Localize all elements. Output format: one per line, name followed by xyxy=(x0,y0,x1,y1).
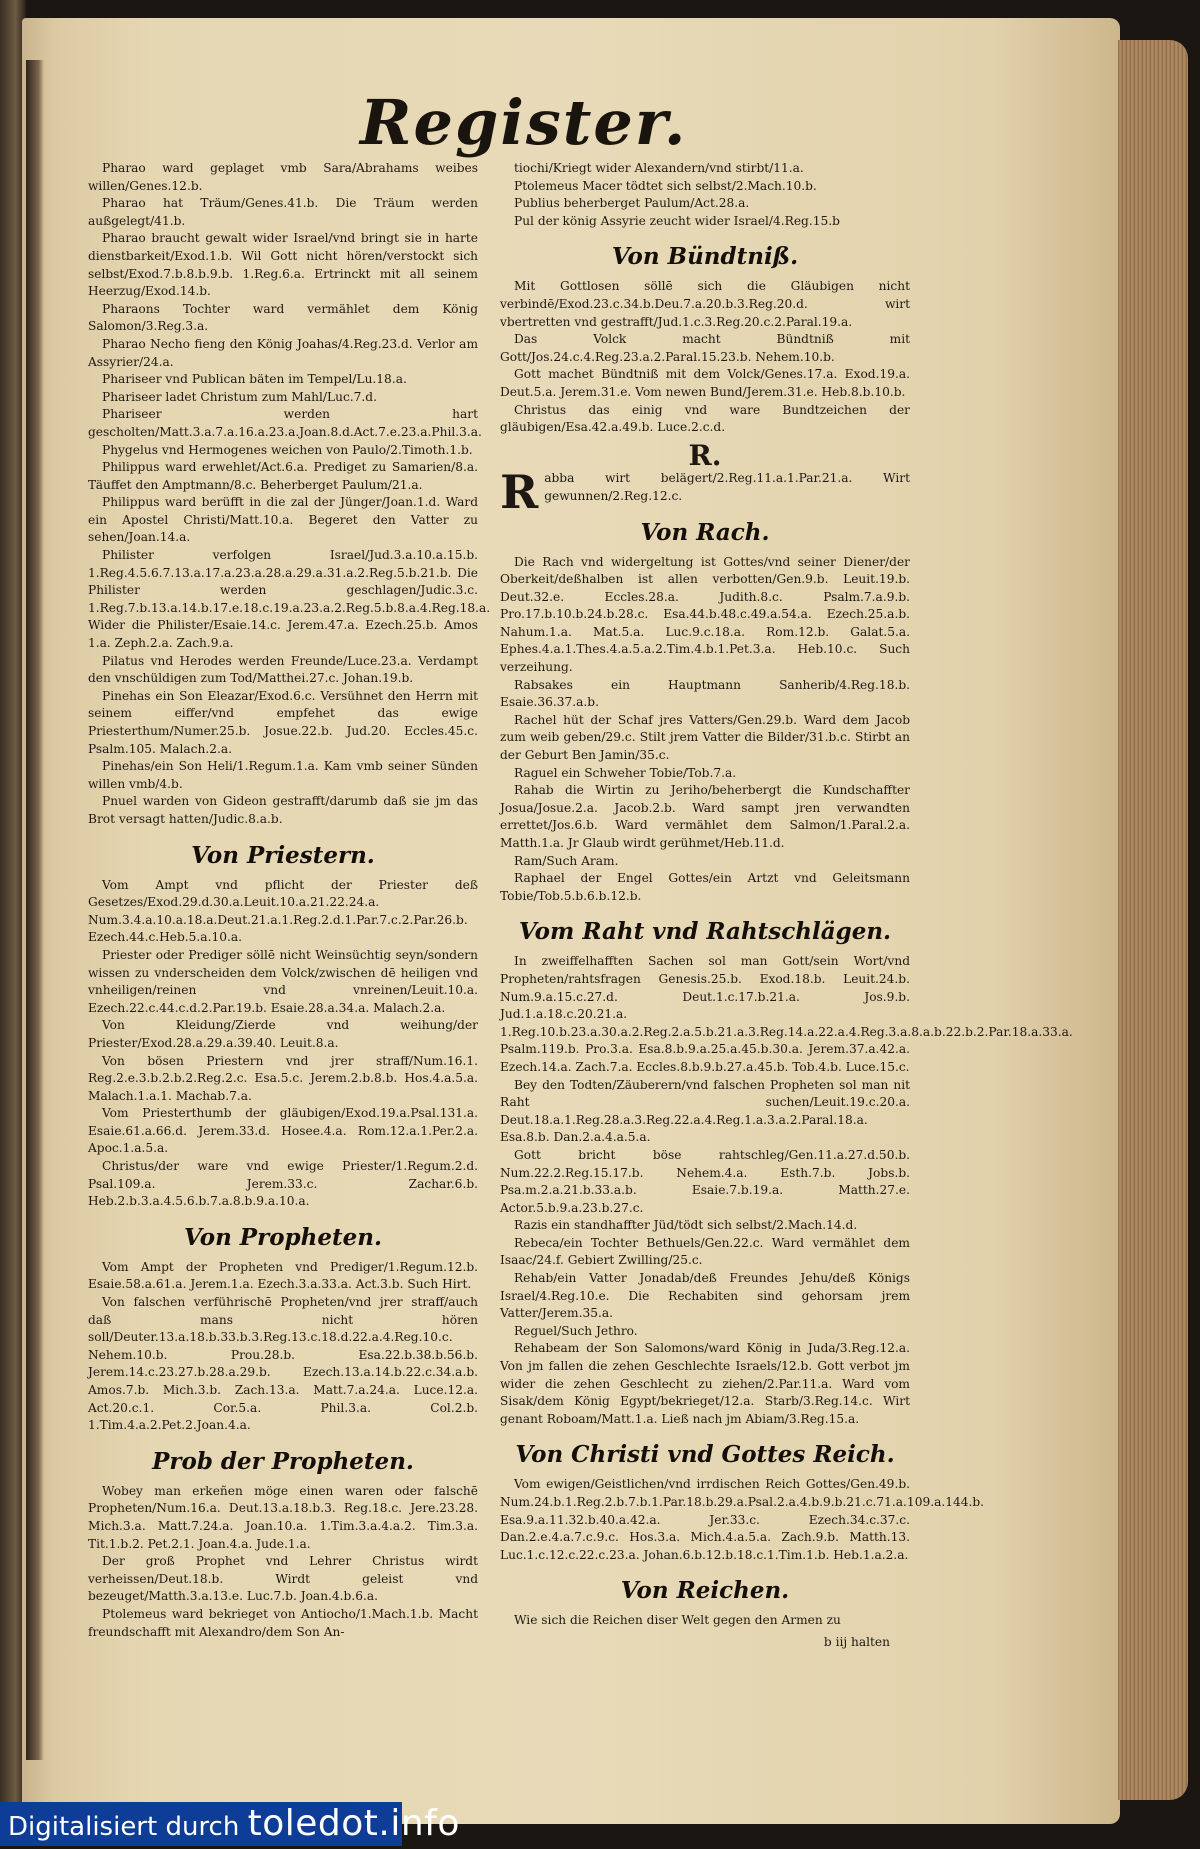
section-heading: Prob der Propheten. xyxy=(152,1447,414,1475)
register-entry: Mit Gottlosen söllē sich die Gläubigen nicht verbindē/Exod.23.c.34.b.Deu.7.a.20.b.3.Reg.20.d. wirt vbertretten vnd gestrafft/Jud.1.c.3.Reg.20.c.2.Paral.19.a. xyxy=(500,279,910,329)
register-entry: Philister verfolgen Israel/Jud.3.a.10.a.15.b. 1.Reg.4.5.6.7.13.a.17.a.23.a.28.a.29.a.31.a.2.Reg.5.b.21.b. Die Philister werden geschlagen/Judic.3.c. 1.Reg.7.b.13.a.14.b.17.e.18.c.19.a.23.a.2.Reg.5.b.8.a.4.Reg.18.a. Wider die Philister/Esaie.14.c. Jerem.47.a. Ezech.25.b. Amos 1.a. Zeph.2.a. Zach.9.a. xyxy=(88,548,491,651)
register-entry xyxy=(500,465,910,520)
register-entry: Wie sich die Reichen diser Welt gegen den Armen zu xyxy=(514,1613,841,1628)
register-entry: Phygelus vnd Hermogenes weichen von Paulo/2.Timoth.1.b. xyxy=(102,442,473,457)
section-heading: Von Rach. xyxy=(640,518,770,546)
register-entry: Philippus ward berüfft in die zal der Jünger/Joan.1.d. Ward ein Apostel Christi/Matt.10.a. Begeret den Vatter zu sehen/Joan.14.a. xyxy=(88,495,478,545)
catchword: b iij halten xyxy=(823,1634,890,1649)
register-entry: Bey den Todten/Zäuberern/vnd falschen Propheten sol man nit Raht suchen/Leuit.19.c.20.a. Deut.18.a.1.Reg.28.a.3.Reg.22.a.4.Reg.1.a.3.a.2.Paral.18.a. Esa.8.b. Dan.2.a.4.a.5.a. xyxy=(500,1077,910,1145)
register-entry: Von bösen Priestern vnd jrer straff/Num.16.1. Reg.2.e.3.b.2.b.2.Reg.2.c. Esa.5.c. Jerem.2.b.8.b. Hos.4.a.5.a. Malach.1.a.1. Machab.7.a. xyxy=(88,1053,478,1103)
register-entry: Pilatus vnd Herodes werden Freunde/Luce.23.a. Verdampt den vnschüldigen zum Tod/Matthei.27.c. Johan.19.b. xyxy=(88,653,478,686)
register-entry: Wobey man erkeñen möge einen waren oder falschē Propheten/Num.16.a. Deut.13.a.18.b.3. Reg.18.c. Jere.23.28. Mich.3.a. Matt.7.24.a. Joan.10.a. 1.Tim.3.a.4.a.2. Tim.3.a. Tit.1.b.2. Pet.2.1. Joan.4.a. Jude.1.a. xyxy=(88,1483,478,1551)
register-entry: Vom Priesterthumb der gläubigen/Exod.19.a.Psal.131.a. Esaie.61.a.66.d. Jerem.33.d. Hosee.4.a. Rom.12.a.1.Per.2.a. Apoc.1.a.5.a. xyxy=(88,1106,478,1156)
register-entry: Pharao braucht gewalt wider Israel/vnd bringt sie in harte dienstbarkeit/Exod.1.b. Wil Gott nicht hören/verstockt sich selbst/Exod.7.b.8.b.9.b. 1.Reg.6.a. Ertrinckt mit all seinem Heerzug/Exod.14.b. xyxy=(88,231,478,299)
section-heading: Von Priestern. xyxy=(191,841,375,869)
register-entry: Der groß Prophet vnd Lehrer Christus wirdt verheissen/Deut.18.b. Wirdt geleist vnd bezeuget/Matth.3.a.13.e. Luc.7.b. Joan.4.b.6.a. xyxy=(88,1554,478,1604)
drop-cap: R xyxy=(500,465,539,520)
register-entry: Rachel hüt der Schaf jres Vatters/Gen.29.b. Ward dem Jacob zum weib geben/29.c. Stilt jrem Vatter die Bilder/31.b.c. Stirbt an der Geburt Ben Jamin/35.c. xyxy=(500,712,910,763)
section-heading: Von Bündtniß. xyxy=(611,243,799,271)
page-gutter xyxy=(26,60,44,1760)
watermark-site: toledot.info xyxy=(247,1803,460,1844)
register-entry: Phariseer ladet Christum zum Mahl/Luc.7.d. xyxy=(102,389,377,404)
digitization-watermark[interactable] xyxy=(0,1802,460,1846)
register-entry: Vom Ampt der Propheten vnd Prediger/1.Regum.12.b. Esaie.58.a.61.a. Jerem.1.a. Ezech.3.a.33.a. Act.3.b. Such Hirt. xyxy=(88,1259,478,1292)
register-entry: Phariseer werden hart gescholten/Matt.3.a.7.a.16.a.23.a.Joan.8.d.Act.7.e.23.a.Phil.3.a. xyxy=(88,407,482,439)
register-entry: Pharaons Tochter ward vermählet dem König Salomon/3.Reg.3.a. xyxy=(88,301,478,334)
register-entry: tiochi/Kriegt wider Alexandern/vnd stirbt/11.a. xyxy=(514,161,804,175)
register-entry: Von Kleidung/Zierde vnd weihung/der Priester/Exod.28.a.29.a.39.40. Leuit.8.a. xyxy=(88,1018,478,1050)
register-entry: Die Rach vnd widergeltung ist Gottes/vnd seiner Diener/der Oberkeit/deßhalben ist allen verbotten/Gen.9.b. Leuit.19.b. Deut.32.e. Eccles.28.a. Judith.8.c. Psalm.7.a.9.b. Pro.17.b.10.b.24.b.28.c. Esa.44.b.48.c.49.a.54.a. Ezech.25.a.b. Nahum.1.a. Mat.5.a. Luc.9.c.18.a. Rom.12.b. Galat.5.a. Ephes.4.a.1.Thes.4.a.5.a.2.Tim.4.b.1.Pet.3.a. Heb.10.c. Such verzeihung. xyxy=(500,554,910,675)
register-entry: Publius beherberget Paulum/Act.28.a. xyxy=(514,196,750,211)
left-column xyxy=(88,160,491,1641)
register-entry: Reguel/Such Jethro. xyxy=(514,1323,638,1338)
register-entry: In zweiffelhafften Sachen sol man Gott/sein Wort/vnd Propheten/rahtsfragen Genesis.25.b. Exod.18.b. Leuit.24.b. Num.9.a.15.c.27.d. Deut.1.c.17.b.21.a. Jos.9.b. Jud.1.a.18.c.20.21.a. 1.Reg.10.b.23.a.30.a.2.Reg.2.a.5.b.21.a.3.Reg.14.a.22.a.4.Reg.3.a.8.a.b.22.b.2.Par.18.a.33.a. Psalm.119.b. Pro.3.a. Esa.8.b.9.a.25.a.45.b.30.a. Jerem.37.a.42.a. Ezech.14.a. Zach.7.a. Eccles.8.b.9.b.27.a.45.b. Tob.4.b. Luce.15.c. xyxy=(500,954,1073,1074)
register-entry: Rabsakes ein Hauptmann Sanherib/4.Reg.18.b. Esaie.36.37.a.b. xyxy=(500,677,910,710)
register-entry: Gott bricht böse rahtschleg/Gen.11.a.27.d.50.b. Num.22.2.Reg.15.17.b. Nehem.4.a. Esth.7.b. Jobs.b. Psa.m.2.a.21.b.33.a.b. Esaie.7.b.19.a. Matth.27.e. Actor.5.b.9.a.23.b.27.c. xyxy=(500,1147,910,1215)
register-entry: Rebeca/ein Tochter Bethuels/Gen.22.c. Ward vermählet dem Isaac/24.f. Gebiert Zwilling/25.c. xyxy=(500,1235,910,1268)
register-entry: Philippus ward erwehlet/Act.6.a. Prediget zu Samarien/8.a. Täuffet den Amptmann/8.c. Beherberget Paulum/21.a. xyxy=(88,460,478,492)
register-entry: Raphael der Engel Gottes/ein Artzt vnd Geleitsmann Tobie/Tob.5.b.6.b.12.b. xyxy=(500,871,910,903)
register-entry: Rehabeam der Son Salomons/ward König in Juda/3.Reg.12.a. Von jm fallen die zehen Geschlechte Israels/12.b. Gott verbot jm wider die zehen Geschlecht zu ziehen/2.Par.11.a. Ward vom Sisak/dem König Egypt/bekrieget/12.a. Starb/3.Reg.14.c. Wirt genant Roboam/Matt.1.a. Ließ nach jm Abiam/3.Reg.15.a. xyxy=(500,1341,910,1426)
section-heading: Vom Raht vnd Rahtschlägen. xyxy=(518,918,892,946)
register-entry: Pharao Necho fieng den König Joahas/4.Reg.23.d. Verlor am Assyrier/24.a. xyxy=(88,336,478,369)
register-entry: Rehab/ein Vatter Jonadab/deß Freundes Jehu/deß Königs Israel/4.Reg.10.e. Die Rechabiten sind gehorsam jrem Vatter/Jerem.35.a. xyxy=(500,1271,910,1321)
letter-heading: R. xyxy=(688,438,722,472)
register-entry: Das Volck macht Bündtniß mit Gott/Jos.24.c.4.Reg.23.a.2.Paral.15.23.b. Nehem.10.b. xyxy=(500,332,910,364)
register-entry: Pinehas/ein Son Heli/1.Regum.1.a. Kam vmb seiner Sünden willen vmb/4.b. xyxy=(88,759,478,791)
entry-text: abba wirt belägert/2.Reg.11.a.1.Par.21.a. Wirt gewunnen/2.Reg.12.c. xyxy=(544,471,910,503)
register-entry: Pharao ward geplaget vmb Sara/Abrahams weibes willen/Genes.12.b. xyxy=(88,161,478,193)
register-entry: Rahab die Wirtin zu Jeriho/beherbergt die Kundschaffter Josua/Josue.2.a. Jacob.2.b. Ward sampt jren verwandten errettet/Jos.6.b. Ward vermählet dem Salmon/1.Paral.2.a. Matth.1.a. Jr Glaub wirdt gerühmet/Heb.11.d. xyxy=(500,783,910,850)
register-entry: Pinehas ein Son Eleazar/Exod.6.c. Versühnet den Herrn mit seinem eiffer/vnd empfehet das ewige Priesterthum/Numer.25.b. Josue.22.b. Jud.20. Eccles.45.c. Psalm.105. Malach.2.a. xyxy=(88,688,478,756)
register-entry: Vom ewigen/Geistlichen/vnd irrdischen Reich Gottes/Gen.49.b. Num.24.b.1.Reg.2.b.7.b.1.Par.18.b.29.a.Psal.2.a.4.b.9.b.21.c.71.a.109.a.144.b. Esa.9.a.11.32.b.40.a.42.a. Jer.33.c. Ezech.34.c.37.c. Dan.2.e.4.a.7.c.9.c. Hos.3.a. Mich.4.a.5.a. Zach.9.b. Matth.13. Luc.1.c.12.c.22.c.23.a. Johan.6.b.12.b.18.c.1.Tim.1.b. Heb.1.a.2.a. xyxy=(500,1477,985,1562)
register-entry: Pul der könig Assyrie zeucht wider Israel/4.Reg.15.b xyxy=(514,213,840,228)
register-entry: Christus/der ware vnd ewige Priester/1.Regum.2.d. Psal.109.a. Jerem.33.c. Zachar.6.b. Heb.2.b.3.a.4.5.6.b.7.a.8.b.9.a.10.a. xyxy=(88,1159,478,1209)
register-entry: Razis ein standhaffter Jüd/tödt sich selbst/2.Mach.14.d. xyxy=(514,1218,858,1233)
register-entry: Raguel ein Schweher Tobie/Tob.7.a. xyxy=(514,765,737,780)
register-entry: Ptolemeus ward bekrieget von Antiocho/1.Mach.1.b. Macht freundschafft mit Alexandro/dem Son An- xyxy=(88,1606,478,1639)
right-column xyxy=(500,160,1073,1652)
register-entry: Ram/Such Aram. xyxy=(514,853,619,868)
register-entry: Ptolemeus Macer tödtet sich selbst/2.Mach.10.b. xyxy=(514,178,817,193)
register-entry: Gott machet Bündtniß mit dem Volck/Genes.17.a. Exod.19.a. Deut.5.a. Jerem.31.e. Vom newen Bund/Jerem.31.e. Heb.8.b.10.b. xyxy=(500,367,910,399)
register-entry: Priester oder Prediger söllē nicht Weinsüchtig seyn/sondern wissen zu vnderscheiden dem Volck/zwischen dē heiligen vnd vnheiligen/reinen vnd vnreinen/Leuit.10.a. Ezech.22.c.44.c.d.2.Par.19.b. Esaie.28.a.34.a. Malach.2.a. xyxy=(88,947,478,1015)
section-heading: Von Reichen. xyxy=(620,1577,790,1605)
watermark-prefix: Digitalisiert durch xyxy=(8,1812,248,1842)
section-heading: Von Christi vnd Gottes Reich. xyxy=(515,1441,895,1469)
register-entry: Pharao hat Träum/Genes.41.b. Die Träum werden außgelegt/41.b. xyxy=(88,196,478,228)
register-entry: Von falschen verführischē Propheten/vnd jrer straff/auch daß mans nicht hören soll/Deuter.13.a.18.b.33.b.3.Reg.13.c.18.d.22.a.4.Reg.10.c. Nehem.10.b. Prou.28.b. Esa.22.b.38.b.56.b. Jerem.14.c.23.27.b.28.a.29.b. Ezech.13.a.14.b.22.c.34.a.b. Amos.7.b. Mich.3.b. Zach.13.a. Matt.7.a.24.a. Luce.12.a. Act.20.c.1. Cor.5.a. Phil.3.a. Col.2.b. 1.Tim.4.a.2.Pet.2.Joan.4.a. xyxy=(88,1295,478,1433)
register-entry: Vom Ampt vnd pflicht der Priester deß Gesetzes/Exod.29.d.30.a.Leuit.10.a.21.22.24.a. Num.3.4.a.10.a.18.a.Deut.21.a.1.Reg.2.d.1.Par.7.c.2.Par.26.b. Ezech.44.c.Heb.5.a.10.a. xyxy=(88,877,478,945)
section-heading: Von Propheten. xyxy=(184,1223,382,1251)
page-edges xyxy=(1118,40,1188,1800)
page-title: Register. xyxy=(360,86,688,159)
register-entry: Pnuel warden von Gideon gestrafft/darumb daß sie jm das Brot versagt hatten/Judic.8.a.b. xyxy=(88,794,478,826)
register-entry: Phariseer vnd Publican bäten im Tempel/Lu.18.a. xyxy=(102,372,407,387)
register-entry: Christus das einig vnd ware Bundtzeichen der gläubigen/Esa.42.a.49.b. Luce.2.c.d. xyxy=(500,402,910,435)
